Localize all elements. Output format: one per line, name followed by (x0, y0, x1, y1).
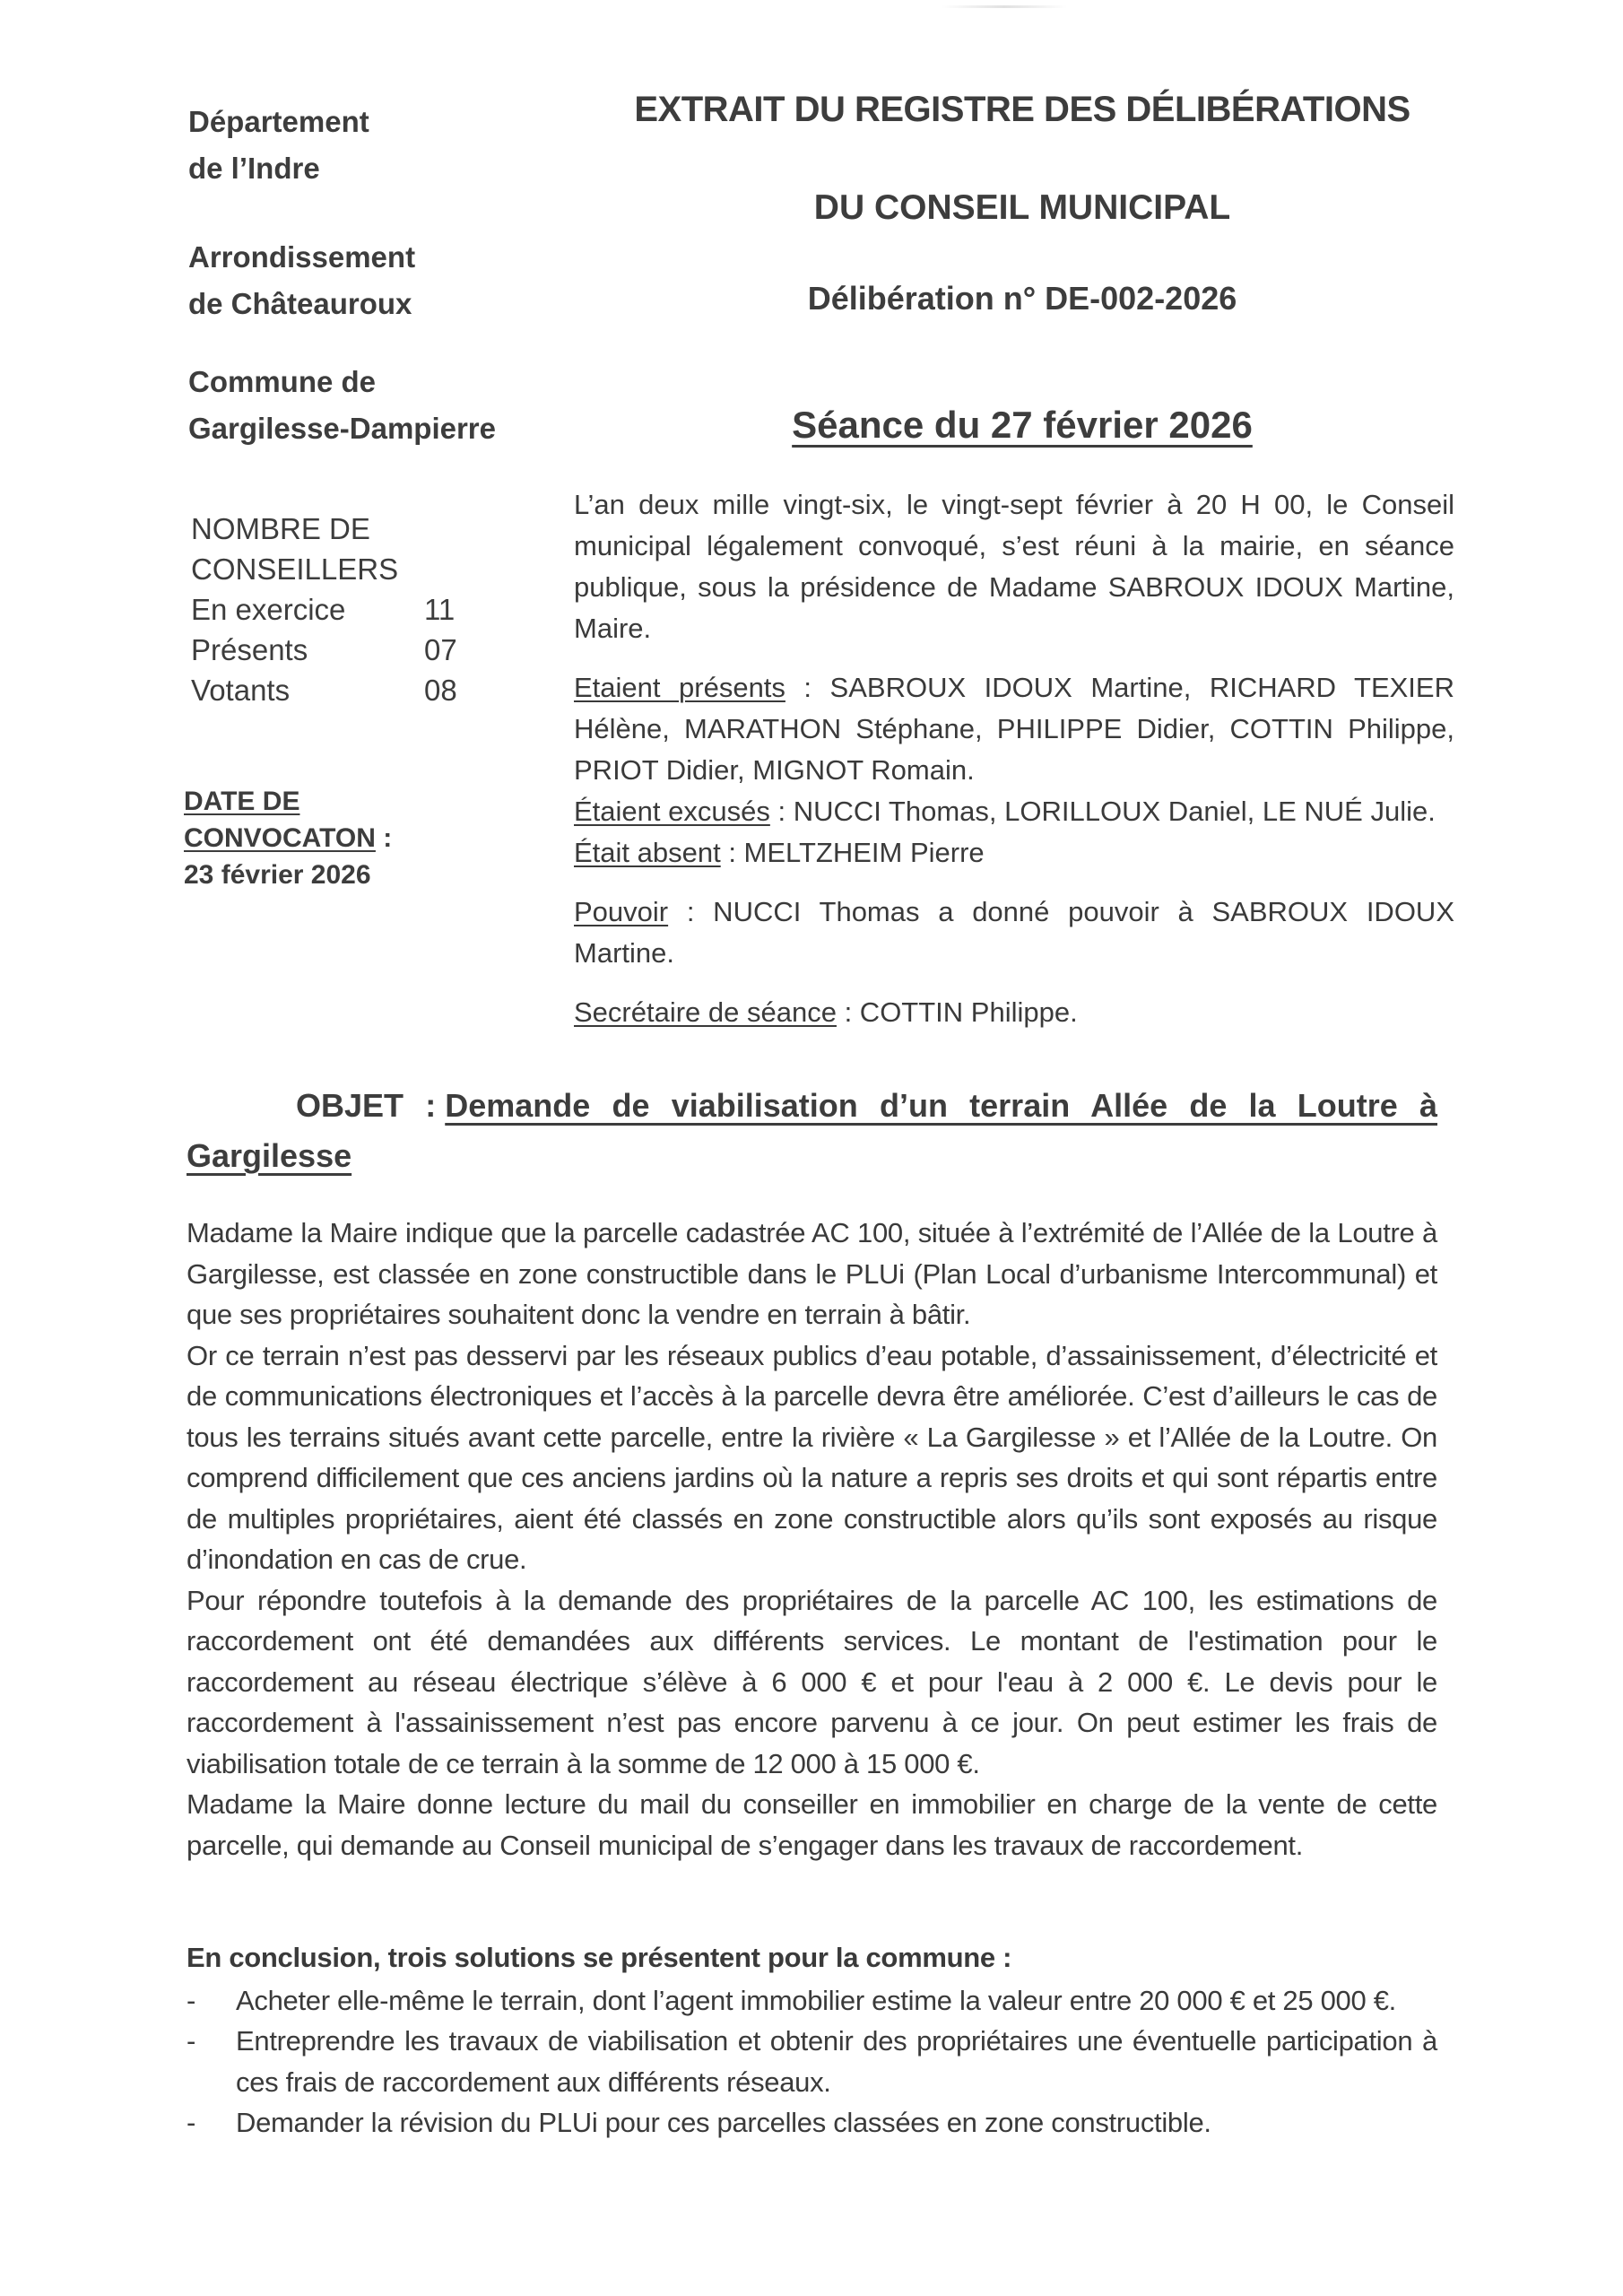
arrondissement-line-2: de Châteauroux (188, 287, 412, 320)
secretaire-label: Secrétaire de séance (574, 996, 837, 1028)
convocation-label-2: CONVOCATON (184, 823, 376, 853)
convocation-colon: : (375, 823, 393, 853)
objet-label: OBJET : (296, 1087, 437, 1124)
convocation-block (184, 783, 392, 893)
scan-artifact (942, 5, 1067, 8)
absent-label: Était absent (574, 837, 721, 868)
secretaire-name: : COTTIN Philippe. (836, 996, 1078, 1028)
count-value: 07 (424, 633, 457, 666)
commune-line-1: Commune de (188, 365, 377, 398)
objet-title-line-2: Gargilesse (187, 1137, 352, 1174)
solutions-list (187, 1980, 1437, 2144)
departement-line-1: Département (188, 105, 369, 138)
document-subtitle: DU CONSEIL MUNICIPAL (813, 188, 1231, 227)
body-paragraph: Madame la Maire donne lecture du mail du conseiller en immobilier en charge de la vente de cette parcelle, qui demande au Conseil municipal de s’engager dans les travaux de raccordement. (187, 1788, 1437, 1861)
conclusion-heading: En conclusion, trois solutions se présentent pour la commune : (187, 1942, 1012, 1973)
conseillers-title-1: NOMBRE DE (191, 512, 370, 545)
bullet-dash-icon: - (187, 2107, 196, 2138)
body-paragraph: Or ce terrain n’est pas desservi par les réseaux publics d’eau potable, d’assainissement, d’électricité et de communications électroniques et l’accès à la parcelle devra être améliorée. C’est d’ailleurs le cas de tous les terrains situés avant cette parcelle, entre la rivière « La Gargilesse » et l’Allée de la Loutre. On comprend difficilement que ces anciens jardins où la nature a repris ses droits et qui sont répartis entre de multiples propriétaires, aient été classés en zone constructible alors qu’ils sont exposés au risque d’inondation en cas de crue. (187, 1339, 1437, 1575)
objet-heading (187, 1081, 1437, 1181)
solution-text: Demander la révision du PLUi pour ces parcelles classées en zone constructible. (236, 2107, 1211, 2138)
solution-item (187, 1980, 1437, 2022)
pouvoir-paragraph (574, 891, 1454, 974)
solution-text: Entreprendre les travaux de viabilisation et obtenir des propriétaires une éventuelle participation à ces frais de raccordement aux différents réseaux. (236, 2025, 1437, 2098)
absent-paragraph (574, 832, 1454, 874)
convocation-date: 23 février 2026 (184, 860, 371, 890)
excuses-label: Étaient excusés (574, 796, 770, 827)
excuses-paragraph (574, 791, 1454, 832)
pouvoir-label: Pouvoir (574, 896, 669, 927)
count-label: Votants (191, 674, 291, 707)
commune-line-2: Gargilesse-Dampierre (188, 412, 497, 445)
arrondissement-block (188, 234, 415, 327)
seance-date: Séance du 27 février 2026 (792, 404, 1253, 446)
absent-list: : MELTZHEIM Pierre (720, 837, 985, 868)
count-value: 08 (424, 674, 457, 707)
presents-label: Etaient présents (574, 672, 785, 703)
arrondissement-line-1: Arrondissement (188, 240, 416, 274)
secretaire-paragraph (574, 992, 1454, 1033)
presents-paragraph (574, 667, 1454, 791)
count-row-exercice (191, 589, 469, 630)
convocation-label-1: DATE DE (184, 787, 300, 816)
solution-item (187, 2102, 1437, 2144)
objet-title-line-1: Demande de viabilisation d’un terrain Allée de la Loutre à (445, 1087, 1437, 1124)
body-paragraph: Pour répondre toutefois à la demande des propriétaires de la parcelle AC 100, les estimations de raccordement ont été demandées aux différents services. Le montant de l'estimation pour le raccordement au réseau électrique s’élève à 6 000 € et pour l'eau à 2 000 €. Le devis pour le raccordement à l'assainissement n’est pas encore parvenu à ce jour. On peut estimer les frais de viabilisation totale de ce terrain à la somme de 12 000 à 15 000 €. (187, 1584, 1437, 1779)
conseillers-title-2: CONSEILLERS (191, 552, 399, 586)
bullet-dash-icon: - (187, 2025, 196, 2057)
departement-line-2: de l’Indre (188, 152, 320, 185)
count-row-presents (191, 630, 469, 670)
count-label: Présents (191, 633, 308, 666)
conseillers-count-block (191, 509, 469, 710)
commune-block (188, 359, 496, 452)
pouvoir-text: : NUCCI Thomas a donné pouvoir à SABROUX IDOUX Martine. (574, 896, 1454, 969)
seance-details (574, 484, 1454, 1033)
seance-heading (574, 404, 1471, 447)
body-paragraph: Madame la Maire indique que la parcelle cadastrée AC 100, située à l’extrémité de l’Allée de la Loutre à Gargilesse, est classée en zone constructible dans le PLUi (Plan Local d’urbanisme Intercommunal) et que ses propriétaires souhaitent donc la vendre en terrain à bâtir. (187, 1217, 1437, 1330)
deliberation-body (187, 1213, 1437, 1866)
count-value: 11 (424, 593, 456, 626)
excuses-list: : NUCCI Thomas, LORILLOUX Daniel, LE NUÉ Julie. (769, 796, 1436, 827)
departement-block (188, 99, 369, 192)
deliberation-number: Délibération n° DE-002-2026 (807, 280, 1237, 317)
count-label: En exercice (191, 593, 346, 626)
conclusion-section (187, 1937, 1437, 2144)
bullet-dash-icon: - (187, 1984, 196, 2016)
presents-list: : SABROUX IDOUX Martine, RICHARD TEXIER Hélène, MARATHON Stéphane, PHILIPPE Didier, COTTIN Philippe, PRIOT Didier, MIGNOT Romain. (574, 672, 1454, 786)
document-title: EXTRAIT DU REGISTRE DES DÉLIBÉRATIONS (634, 90, 1410, 129)
opening-paragraph: L’an deux mille vingt-six, le vingt-sept février à 20 H 00, le Conseil municipal légalement convoqué, s’est réuni à la mairie, en séance publique, sous la présidence de Madame SABROUX IDOUX Martine, Maire. (574, 489, 1454, 644)
count-row-votants (191, 670, 469, 710)
solution-item (187, 2021, 1437, 2102)
solution-text: Acheter elle-même le terrain, dont l’agent immobilier estime la valeur entre 20 000 € et 25 000 €. (236, 1984, 1396, 2016)
